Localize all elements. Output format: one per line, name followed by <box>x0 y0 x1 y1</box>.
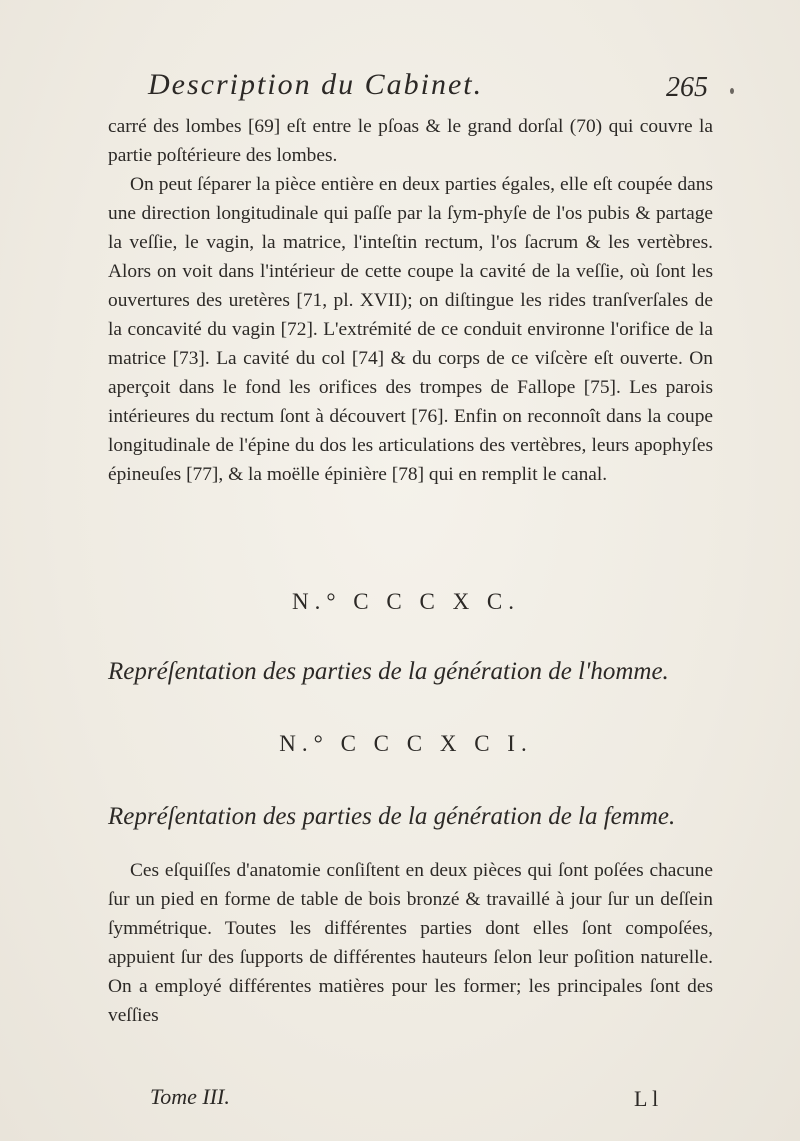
paragraph-dissection <box>108 170 713 489</box>
running-title: Description du Cabinet. <box>148 68 484 101</box>
section-title: Repréſentation des parties de la génération de l'homme. <box>108 658 669 685</box>
paragraph-description <box>108 856 713 1030</box>
signature-mark: L l <box>634 1086 659 1111</box>
paragraph-text: On peut ſéparer la pièce entière en deux parties égales, elle eſt coupée dans une direction longitudinale qui paſſe par la ſym-phyſe de l'os pubis & partage la veſſie, le vagin, la matrice, l'inteſtin rectum, l'os ſacrum & les vertèbres. Alors on voit dans l'intérieur de cette coupe la cavité de la veſſie, où ſont les ouvertures des uretères [71, pl. XVII); on diſtingue les rides tranſverſales de la concavité du vagin [72]. L'extrémité de ce conduit environne l'orifice de la matrice [73]. La cavité du col [74] & du corps de ce viſcère eſt ouverte. On aperçoit dans le fond les orifices des trompes de Fallope [75]. Les parois intérieures du rectum ſont à découvert [76]. Enfin on reconnoît dans la coupe longitudinale de l'épine du dos les articulations des vertèbres, leurs apophyſes épineuſes [77], & la moëlle épinière [78] qui en remplit le canal. <box>108 174 713 485</box>
section-title: Repréſentation des parties de la génération de la femme. <box>108 803 676 830</box>
paragraph-text: Ces eſquiſſes d'anatomie conſiſtent en deux pièces qui ſont poſées chacune ſur un pied en forme de table de bois bronzé & travaillé à jour ſur un deſſein ſymmétrique. Toutes les différentes parties dont elles ſont compoſées, appuient ſur des ſupports de différentes hauteurs ſelon leur poſition naturelle. On a employé différentes matières pour les former; les principales ſont des veſſies <box>108 860 713 1026</box>
ink-speck <box>730 88 734 94</box>
paragraph-continuation <box>108 112 713 170</box>
volume-label: Tome III. <box>150 1084 230 1109</box>
page-number: 265 <box>666 72 708 103</box>
paragraph-text: carré des lombes [69] eſt entre le pſoas & le grand dorſal (70) qui couvre la partie poſtérieure des lombes. <box>108 116 713 166</box>
catalog-number-heading: N.° C C C X C I. <box>279 731 533 756</box>
running-head <box>148 68 708 108</box>
catalog-number-heading: N.° C C C X C. <box>291 589 521 614</box>
